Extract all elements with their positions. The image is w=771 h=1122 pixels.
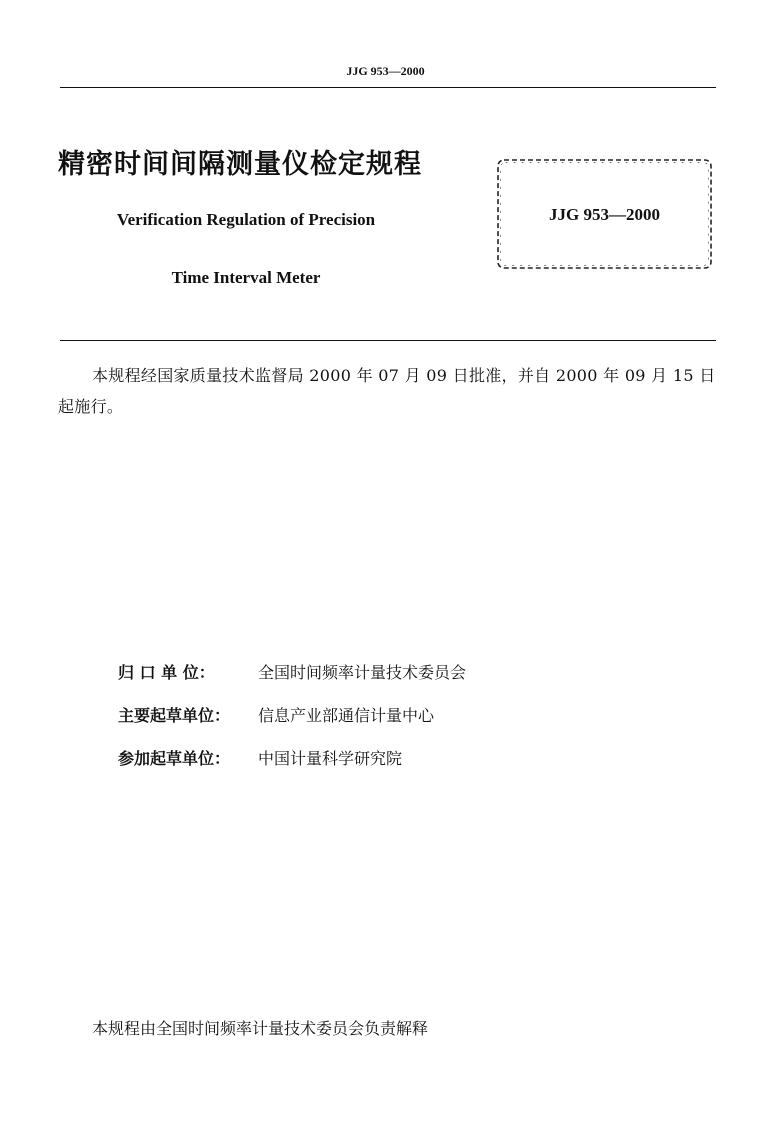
unit-label: 主要起草单位： <box>118 706 231 725</box>
unit-value: 信息产业部通信计量中心 <box>258 706 435 725</box>
english-title-line-2: Time Interval Meter <box>171 268 321 287</box>
english-title-line-1: Verification Regulation of Precision <box>116 210 376 229</box>
chinese-title: 精密时间间隔测量仪检定规程 <box>58 149 422 180</box>
unit-value: 中国计量科学研究院 <box>258 749 403 768</box>
title-divider <box>60 340 716 341</box>
interpretation-note: 本规程由全国时间频率计量技术委员会负责解释 <box>92 1019 429 1038</box>
header-divider <box>60 87 716 88</box>
regulation-code: JJG 953—2000 <box>549 205 660 224</box>
regulation-code-box <box>495 157 714 271</box>
unit-value: 全国时间频率计量技术委员会 <box>258 663 467 682</box>
unit-row-participating-drafter <box>118 746 402 769</box>
document-code-header: JJG 953—2000 <box>346 64 425 78</box>
unit-row-responsible <box>118 660 466 683</box>
unit-label: 归 口 单 位： <box>118 663 215 682</box>
unit-label: 参加起草单位： <box>118 749 231 768</box>
approval-statement: 本规程经国家质量技术监督局 2000 年 07 月 09 日批准，并自 2000 年 09 月 15 日起施行。 <box>58 366 716 416</box>
unit-row-main-drafter <box>118 703 434 726</box>
